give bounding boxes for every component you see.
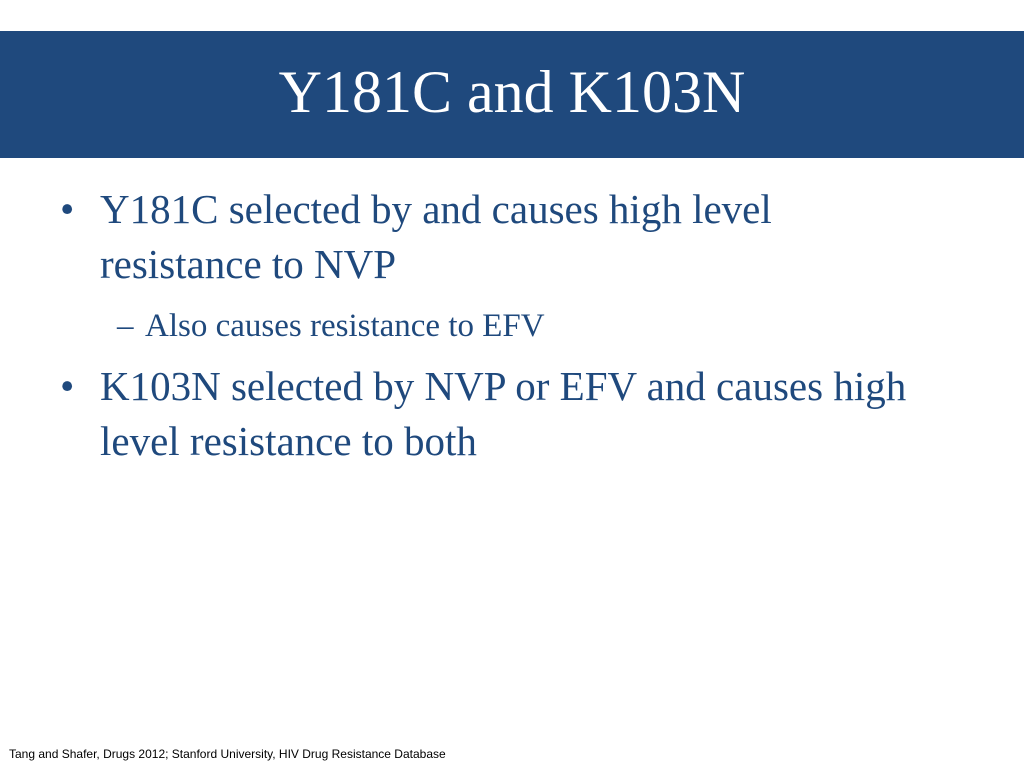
bullet-marker: • <box>60 363 75 409</box>
bullet-item-k103n <box>60 359 940 469</box>
sub-bullet-text: Also causes resistance to EFV <box>145 308 545 344</box>
sub-bullet-item-efv <box>117 304 925 348</box>
slide-title: Y181C and K103N <box>278 59 746 125</box>
sub-bullet-marker: – <box>117 308 134 344</box>
bullet-text: Y181C selected by and causes high level resistance to NVP <box>100 186 772 287</box>
citation-footer: Tang and Shafer, Drugs 2012; Stanford University, HIV Drug Resistance Database <box>9 747 446 761</box>
bullet-item-y181c <box>60 182 940 292</box>
bullet-text: K103N selected by NVP or EFV and causes high level resistance to both <box>100 363 907 464</box>
bullet-marker: • <box>60 186 75 232</box>
